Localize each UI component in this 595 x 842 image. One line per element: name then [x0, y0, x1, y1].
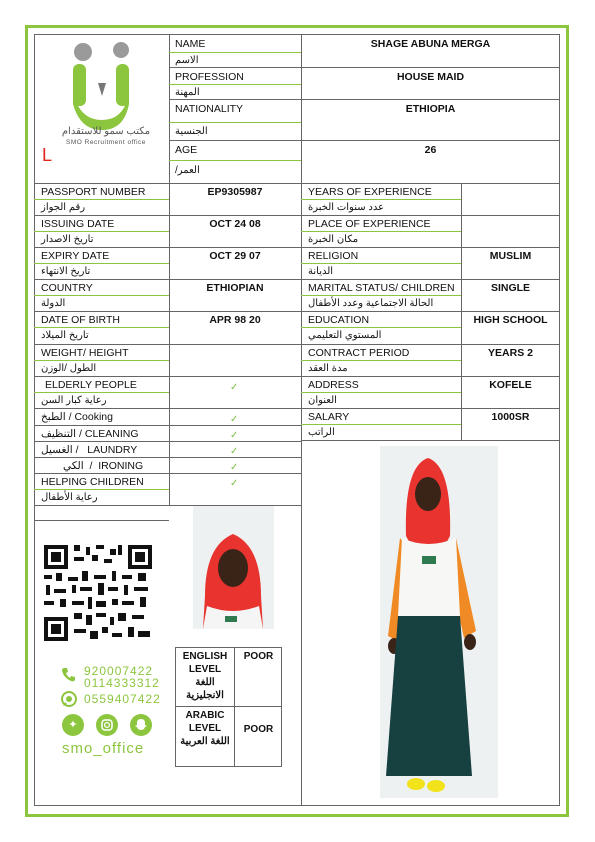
expiry-value: OCT 29 07	[209, 250, 261, 262]
weight-value	[169, 345, 301, 349]
cleaning-ar: التنظيف /	[41, 428, 82, 440]
education-value: HIGH SCHOOL	[473, 314, 548, 326]
religion-label-ar: الديانة	[308, 266, 334, 277]
laundry-ar: الغسيل /	[41, 444, 79, 456]
brand-english: SMO Recruitment office	[66, 139, 146, 146]
cleaning-en: CLEANING	[84, 428, 139, 440]
logo-letter-mark: L	[42, 145, 53, 165]
qr-code	[42, 543, 154, 643]
laundry-en: LAUNDRY	[87, 444, 138, 456]
full-body-photo	[380, 446, 498, 798]
education-label-ar: المستوي التعليمي	[308, 330, 382, 341]
ironing-label: الكي / IRONING	[63, 460, 144, 472]
address-value: KOFELE	[489, 379, 532, 391]
cooking-en: Cooking	[74, 411, 113, 423]
experience-years-label-ar: عدد سنوات الخبرة	[308, 202, 385, 213]
name-label: NAME	[175, 38, 206, 50]
children-label-ar: رعاية الأطفال	[41, 492, 98, 503]
age-value: 26	[424, 144, 437, 156]
education-label: EDUCATION	[308, 314, 370, 326]
ironing-check-icon: ✓	[230, 462, 239, 473]
contract-value: YEARS 2	[488, 347, 533, 359]
children-check-icon: ✓	[230, 478, 239, 489]
salary-label: SALARY	[308, 411, 350, 423]
experience-place-label-ar: مكان الخبرة	[308, 234, 359, 245]
laundry-check-icon: ✓	[230, 446, 239, 457]
religion-value: MUSLIM	[489, 250, 532, 262]
passport-value: EP9305987	[207, 186, 263, 198]
elderly-check-icon: ✓	[230, 382, 239, 393]
qr-code-icon	[42, 543, 154, 643]
arabic-lang-ar: اللغة العربية	[180, 736, 230, 747]
passport-photo	[193, 506, 274, 629]
passport-label: PASSPORT NUMBER	[41, 186, 146, 198]
twitter-icon: ✦	[62, 714, 84, 736]
country-label: COUNTRY	[41, 282, 93, 294]
arabic-level-word: LEVEL	[188, 723, 222, 734]
social-handle: smo_office	[62, 740, 145, 757]
profession-label: PROFESSION	[175, 71, 244, 83]
issuing-label-ar: تاريخ الاصدار	[41, 234, 94, 245]
children-label: HELPING CHILDREN	[41, 476, 144, 488]
experience-place-label: PLACE OF EXPERIENCE	[308, 218, 431, 230]
cleaning-check-icon: ✓	[230, 430, 239, 441]
salary-value: 1000SR	[491, 411, 530, 423]
cooking-label	[38, 409, 116, 425]
company-logo	[40, 38, 162, 158]
cooking-check-icon: ✓	[230, 414, 239, 425]
dob-label-ar: تاريخ الميلاد	[41, 330, 89, 341]
address-label-ar: العنوان	[308, 395, 337, 406]
religion-label: RELIGION	[308, 250, 359, 262]
snapchat-icon	[130, 714, 152, 736]
weight-label: WEIGHT/ HEIGHT	[41, 347, 129, 359]
phone-1: 920007422	[84, 664, 154, 678]
whatsapp-number: 0559407422	[84, 692, 161, 706]
cooking-ar: الطبخ /	[41, 411, 72, 423]
cleaning-label	[38, 426, 142, 442]
dob-value: APR 98 20	[209, 314, 261, 326]
name-label-ar: الاسم	[175, 55, 199, 66]
arabic-level-value: POOR	[243, 724, 274, 735]
profession-value: HOUSE MAID	[396, 71, 465, 83]
dob-label: DATE OF BIRTH	[41, 314, 120, 326]
contract-label-ar: مدة العقد	[308, 363, 348, 374]
address-label: ADDRESS	[308, 379, 359, 391]
english-lang: ENGLISH	[182, 651, 228, 662]
weight-label-ar: الطول /الوزن	[41, 363, 97, 374]
laundry-label	[38, 442, 140, 458]
nationality-label-ar: الجنسية	[175, 126, 208, 137]
issuing-value: OCT 24 08	[209, 218, 261, 230]
whatsapp-icon	[60, 690, 78, 708]
contract-label: CONTRACT PERIOD	[308, 347, 410, 359]
profession-label-ar: المهنة	[175, 87, 200, 98]
passport-label-ar: رقم الجواز	[41, 202, 86, 213]
issuing-label: ISSUING DATE	[41, 218, 115, 230]
english-level-label	[176, 650, 234, 702]
arabic-level-label	[176, 709, 234, 748]
age-label: AGE	[175, 144, 198, 156]
salary-label-ar: الراتب	[308, 427, 335, 438]
arabic-lang: ARABIC	[185, 710, 225, 721]
expiry-label-ar: تاريخ الانتهاء	[41, 266, 91, 277]
english-level-value: POOR	[243, 651, 274, 662]
english-lang-ar: اللغة الانجليزية	[186, 677, 224, 701]
experience-years-label: YEARS OF EXPERIENCE	[308, 186, 432, 198]
phone-2: 0114333312	[84, 676, 160, 690]
nationality-value: ETHIOPIA	[405, 103, 456, 115]
instagram-icon	[96, 714, 118, 736]
country-value: ETHIOPIAN	[206, 282, 264, 294]
elderly-label: ELDERLY PEOPLE	[45, 379, 137, 391]
marital-label-ar: الحالة الاجتماعية وعدد الأطفال	[308, 298, 434, 309]
marital-label: MARITAL STATUS/ CHILDREN	[308, 282, 455, 294]
expiry-label: EXPIRY DATE	[41, 250, 110, 262]
brand-arabic: مكتب سمو للاستقدام	[61, 126, 151, 137]
country-label-ar: الدولة	[41, 298, 66, 309]
marital-value: SINGLE	[490, 282, 531, 294]
name-value: SHAGE ABUNA MERGA	[370, 38, 491, 50]
phone-icon	[60, 666, 78, 684]
nationality-label: NATIONALITY	[175, 103, 244, 115]
english-level-word: LEVEL	[188, 664, 222, 675]
ironing-en: IRONING	[98, 460, 144, 472]
ironing-ar: الكي	[63, 460, 84, 472]
age-label-ar: العمر/	[175, 165, 200, 176]
elderly-label-ar: رعاية كبار السن	[41, 395, 107, 406]
